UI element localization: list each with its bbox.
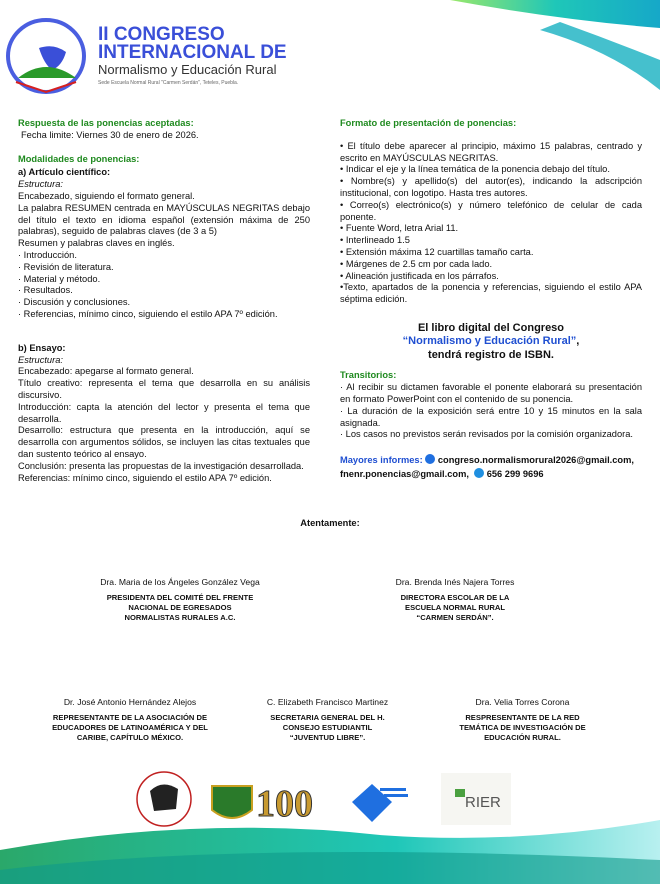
transitorio-item: · La duración de la exposición será entre 10 y 15 minutos en la sala asignada. bbox=[340, 405, 642, 428]
libro-digital bbox=[340, 322, 642, 363]
formato-item: •Texto, apartados de la ponencia y referencias, siguiendo el estilo APA séptima edición. bbox=[340, 282, 642, 305]
signer-name: Dra. Maria de los Ángeles González Vega bbox=[100, 577, 260, 587]
libro-line3: tendrá registro de ISBN. bbox=[428, 348, 554, 361]
signer-title: RESPRESENTANTE DE LA RED TEMÁTICA DE INVESTIGACIÓN DE EDUCACIÓN RURAL. bbox=[459, 712, 586, 742]
phone-icon bbox=[474, 468, 484, 478]
formato-item: • Fuente Word, letra Arial 11. bbox=[340, 223, 459, 234]
libro-line2: “Normalismo y Educación Rural” bbox=[402, 335, 577, 348]
congress-title-line2: INTERNACIONAL DE bbox=[98, 42, 287, 63]
ensayo-line: Desarrollo: estructura que presenta en la introducción, aquí se desarrolla con argumentos sólidos, se incluyen las citas textuales que dan sustento teórico al ensayo. bbox=[18, 425, 310, 459]
formato-item: • Extensión máxima 12 cuartillas tamaño carta. bbox=[340, 246, 534, 257]
modalidades-title: Modalidades de ponencias: bbox=[18, 153, 140, 164]
articulo-line: La palabra RESUMEN centrada en MAYÚSCULAS NEGRITAS debajo del título el texto en idioma español (extensión máxima de 250 palabras), seguido de palabras claves (de 3 a 5) bbox=[18, 202, 310, 237]
fnenr-logo bbox=[132, 771, 196, 829]
signature-block bbox=[245, 697, 410, 743]
centenario-logo bbox=[210, 780, 332, 826]
email-link-2[interactable]: fnenr.ponencias@gmail.com, bbox=[340, 469, 469, 480]
mayores-informes bbox=[340, 453, 642, 481]
articulo-line: Encabezado, siguiendo el formato general. bbox=[18, 190, 195, 201]
email-icon bbox=[425, 454, 435, 464]
articulo-line: · Introducción. bbox=[18, 249, 77, 260]
fecha-limite: Fecha limite: Viernes 30 de enero de 2026. bbox=[21, 129, 199, 140]
svg-text:RIER: RIER bbox=[465, 794, 501, 811]
signature-block bbox=[80, 577, 280, 623]
articulo-line: Resumen y palabras claves en inglés. bbox=[18, 238, 175, 249]
ensayo-estructura: Estructura: bbox=[18, 354, 63, 365]
libro-line1: El libro digital del Congreso bbox=[417, 321, 565, 334]
signer-title: PRESIDENTA DEL COMITÉ DEL FRENTE NACIONAL DE EGRESADOS NORMALISTAS RURALES A.C. bbox=[106, 592, 254, 622]
formato-item: • Correo(s) electrónico(s) y número telefónico de celular de cada ponente. bbox=[340, 199, 642, 222]
articulo-line: · Material y método. bbox=[18, 273, 101, 284]
articulo-line: · Discusión y conclusiones. bbox=[18, 297, 131, 308]
formato-title: Formato de presentación de ponencias: bbox=[340, 118, 517, 128]
libro-comma: , bbox=[576, 335, 580, 348]
signer-name: Dr. José Antonio Hernández Alejos bbox=[63, 697, 197, 707]
phone-number[interactable]: 656 299 9696 bbox=[486, 469, 544, 480]
articulo-line: · Revisión de literatura. bbox=[18, 261, 114, 272]
signer-title: REPRESENTANTE DE LA ASOCIACIÓN DE EDUCADORES DE LATINOAMÉRICA Y DEL CARIBE, CAPÍTULO MÉXICO. bbox=[52, 712, 208, 742]
svg-text:100: 100 bbox=[256, 783, 313, 825]
ensayo-title: b) Ensayo: bbox=[18, 342, 66, 353]
asociacion-educadores-logo bbox=[350, 782, 426, 826]
rier-logo bbox=[441, 773, 511, 825]
articulo-line: · Referencias, mínimo cinco, siguiendo el estilo APA 7º edición. bbox=[18, 308, 278, 319]
signer-name: Dra. Velia Torres Corona bbox=[475, 697, 570, 707]
signature-block bbox=[40, 697, 220, 743]
left-column bbox=[18, 118, 310, 484]
articulo-estructura: Estructura: bbox=[18, 179, 63, 190]
signer-name: Dra. Brenda Inés Najera Torres bbox=[395, 577, 515, 587]
congress-subtitle: Normalismo y Educación Rural bbox=[98, 62, 277, 77]
formato-item: • Indicar el eje y la línea temática de la ponencia debajo del título. bbox=[340, 164, 610, 175]
formato-item: • Interlineado 1.5 bbox=[340, 235, 410, 246]
formato-item: • Márgenes de 2.5 cm por cada lado. bbox=[340, 258, 493, 269]
ensayo-line: Introducción: capta la atención del lector y presenta el tema que desarrolla. bbox=[18, 401, 310, 424]
transitorio-item: · Los casos no previstos serán revisados por la comisión organizadora. bbox=[340, 429, 633, 440]
formato-item: • El título debe aparecer al principio, máximo 15 palabras, centrado y escrito en MAYÚSCULAS NEGRITAS. bbox=[340, 140, 642, 163]
congress-sede: Sede Escuela Normal Rural "Carmen Serdán", Teteles, Puebla. bbox=[98, 80, 239, 86]
congress-title-line1: II CONGRESO bbox=[98, 24, 225, 45]
respuesta-title: Respuesta de las ponencias aceptadas: bbox=[18, 118, 194, 128]
email-link-1[interactable]: congreso.normalismorural2026@gmail.com, bbox=[437, 455, 634, 466]
ensayo-line: Conclusión: presenta las propuestas de la investigación desarrollada. bbox=[18, 460, 304, 471]
transitorio-item: · Al recibir su dictamen favorable el ponente elaborará su presentación en formato PowerPoint con el contenido de su ponencia. bbox=[340, 382, 642, 405]
right-column bbox=[340, 118, 642, 481]
articulo-title: a) Artículo científico: bbox=[18, 167, 111, 178]
ensayo-line: Encabezado: apegarse al formato general. bbox=[18, 366, 194, 377]
signer-title: DIRECTORA ESCOLAR DE LA ESCUELA NORMAL RURAL “CARMEN SERDÁN”. bbox=[400, 592, 510, 622]
congress-logo bbox=[4, 18, 90, 96]
signature-block bbox=[370, 577, 540, 623]
articulo-line: · Resultados. bbox=[18, 285, 73, 296]
signer-name: C. Elizabeth Francisco Martinez bbox=[266, 697, 389, 707]
atentamente: Atentamente: bbox=[300, 518, 360, 528]
formato-item: • Alineación justificada en los párrafos. bbox=[340, 270, 499, 281]
ensayo-line: Título creativo: representa el tema que desarrolla en su análisis discursivo. bbox=[18, 378, 310, 400]
informes-label: Mayores informes: bbox=[340, 455, 423, 466]
transitorios-title: Transitorios: bbox=[340, 370, 397, 381]
signature-block bbox=[440, 697, 605, 743]
signer-title: SECRETARIA GENERAL DEL H. CONSEJO ESTUDIANTIL “JUVENTUD LIBRE”. bbox=[270, 712, 385, 742]
formato-item: • Nombre(s) y apellido(s) del autor(es), indicando la adscripción institucional, con logotipo. Hasta tres autores. bbox=[340, 176, 642, 198]
ensayo-line: Referencias: mínimo cinco, siguiendo el estilo APA 7º edición. bbox=[18, 472, 272, 483]
